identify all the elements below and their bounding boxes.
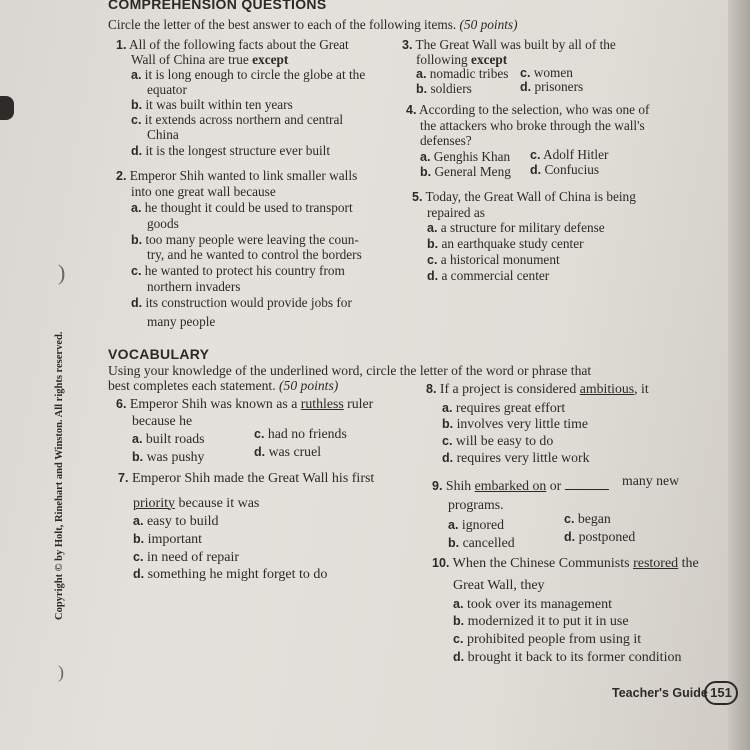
q1-option-c-2: China	[147, 127, 179, 142]
page-number: 151	[704, 681, 738, 705]
q9-option-a[interactable]: a. ignored	[448, 517, 505, 532]
q8-stem: 8. If a project is considered ambitious, it	[426, 381, 649, 396]
q1-stem: 1. All of the following facts about the Great	[116, 37, 349, 52]
q3-option-d[interactable]: d. prisoners	[520, 79, 584, 94]
q10-option-c[interactable]: c. prohibited people from using it	[453, 632, 642, 647]
q10-stem: 10. When the Chinese Communists restored the	[432, 556, 699, 571]
q1-option-d[interactable]: d. it is the longest structure ever built	[131, 143, 331, 158]
q8-option-b[interactable]: b. involves very little time	[442, 416, 588, 431]
q6-option-c[interactable]: c. had no friends	[254, 426, 347, 441]
q7-option-d[interactable]: d. something he might forget to do	[133, 567, 328, 582]
q7-stem-2: priority because it was	[133, 496, 260, 511]
q9-stem: 9. Shih embarked on or	[432, 478, 609, 494]
q3-option-a[interactable]: a. nomadic tribes	[416, 66, 509, 81]
q9-stem-cont: many new	[622, 473, 680, 488]
q4-stem: 4. According to the selection, who was one of	[406, 102, 650, 117]
q4-option-c[interactable]: c. Adolf Hitler	[530, 147, 609, 162]
q6-stem: 6. Emperor Shih was known as a ruthless ruler	[116, 396, 374, 411]
q10-stem-2: Great Wall, they	[453, 578, 545, 593]
q1-option-a[interactable]: a. it is long enough to circle the globe at the	[131, 67, 366, 82]
q6-option-a[interactable]: a. built roads	[132, 431, 205, 446]
q3-option-c[interactable]: c. women	[520, 65, 573, 80]
page-edge	[728, 0, 750, 750]
q9-option-c[interactable]: c. began	[564, 511, 611, 526]
q10-option-a[interactable]: a. took over its management	[453, 597, 612, 612]
pencil-mark: )	[58, 260, 66, 285]
pencil-mark: )	[58, 662, 64, 682]
q6-stem-2: because he	[132, 413, 193, 428]
q3-option-b[interactable]: b. soldiers	[416, 81, 472, 96]
q4-option-a[interactable]: a. Genghis Khan	[420, 149, 511, 164]
q1-option-c[interactable]: c. it extends across northern and central	[131, 112, 344, 127]
q4-stem-3: defenses?	[420, 133, 472, 148]
vocabulary-instructions: Using your knowledge of the underlined word, circle the letter of the word or phrase that	[108, 363, 592, 378]
q7-option-b[interactable]: b. important	[133, 532, 203, 547]
q2-option-d[interactable]: d. its construction would provide jobs for	[131, 295, 352, 310]
q2-stem: 2. Emperor Shih wanted to link smaller walls	[116, 168, 358, 183]
vocabulary-heading: VOCABULARY	[108, 346, 210, 362]
q2-option-d-2: many people	[147, 314, 216, 329]
vocabulary-instructions-2: best completes each statement. (50 points)	[108, 378, 339, 393]
q8-option-d[interactable]: d. requires very little work	[442, 450, 590, 465]
q5-stem: 5. Today, the Great Wall of China is being	[412, 189, 636, 204]
q7-stem: 7. Emperor Shih made the Great Wall his first	[118, 471, 375, 486]
q2-option-b[interactable]: b. too many people were leaving the coun-	[131, 232, 359, 247]
q5-option-c[interactable]: c. a historical monument	[427, 252, 560, 267]
comprehension-heading: COMPREHENSION QUESTIONS	[108, 0, 327, 12]
comprehension-instructions: Circle the letter of the best answer to each of the following items. (50 points)	[108, 17, 518, 32]
q6-option-d[interactable]: d. was cruel	[254, 444, 322, 459]
q2-option-b-2: try, and he wanted to control the borders	[147, 247, 362, 262]
q3-stem-2: following except	[416, 52, 508, 67]
q1-option-b[interactable]: b. it was built within ten years	[131, 97, 293, 112]
q5-option-d[interactable]: d. a commercial center	[427, 268, 550, 283]
q5-option-a[interactable]: a. a structure for military defense	[427, 220, 605, 235]
q8-option-a[interactable]: a. requires great effort	[442, 400, 566, 415]
q4-stem-2: the attackers who broke through the wall's	[420, 118, 645, 133]
binder-hole	[0, 96, 14, 120]
q2-option-a[interactable]: a. he thought it could be used to transport	[131, 200, 353, 215]
q7-option-a[interactable]: a. easy to build	[133, 514, 219, 529]
q10-option-d[interactable]: d. brought it back to its former condition	[453, 650, 682, 665]
footer-label: Teacher's Guide	[612, 686, 708, 700]
q2-option-c-2: northern invaders	[147, 279, 241, 294]
q1-option-a-2: equator	[147, 82, 187, 97]
q5-option-b[interactable]: b. an earthquake study center	[427, 236, 584, 251]
q9-option-d[interactable]: d. postponed	[564, 529, 636, 544]
q2-option-c[interactable]: c. he wanted to protect his country from	[131, 263, 345, 278]
q3-stem: 3. The Great Wall was built by all of the	[402, 37, 616, 52]
q9-stem-2: programs.	[448, 497, 504, 512]
q2-option-a-2: goods	[147, 216, 179, 231]
answer-blank[interactable]	[565, 479, 609, 490]
q4-option-d[interactable]: d. Confucius	[530, 162, 600, 177]
q4-option-b[interactable]: b. General Meng	[420, 164, 511, 179]
q6-option-b[interactable]: b. was pushy	[132, 449, 205, 464]
q8-option-c[interactable]: c. will be easy to do	[442, 433, 554, 448]
q7-option-c[interactable]: c. in need of repair	[133, 550, 240, 565]
q2-stem-2: into one great wall because	[131, 184, 276, 199]
q10-option-b[interactable]: b. modernized it to put it in use	[453, 614, 629, 629]
q5-stem-2: repaired as	[427, 205, 485, 220]
q1-stem-2: Wall of China are true except	[131, 52, 289, 67]
copyright-notice: Copyright © by Holt, Rinehart and Winston. All rights reserved.	[54, 331, 65, 620]
q9-option-b[interactable]: b. cancelled	[448, 535, 515, 550]
